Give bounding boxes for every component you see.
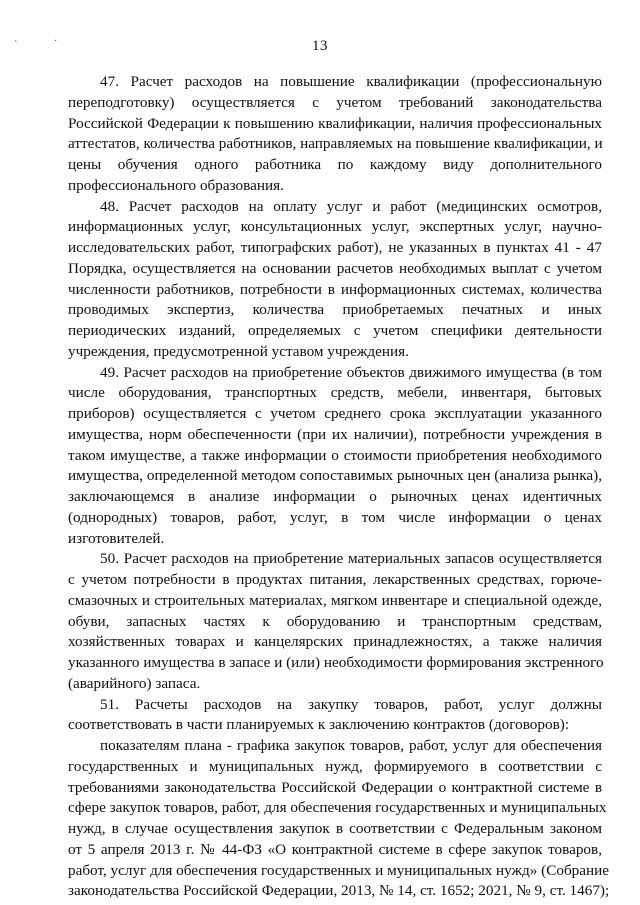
scan-speck: ˋ: [14, 40, 18, 51]
text-line: приборов) осуществляется с учетом среднего срока эксплуатации указанного: [68, 405, 602, 422]
text-line: соответствовать в части планируемых к заключению контрактов (договоров):: [68, 716, 570, 734]
text-line: заключающемся в анализе информации о рыночных ценах идентичных: [68, 488, 602, 505]
text-line: Российской Федерации к повышению квалификации, наличия профессиональных: [68, 114, 602, 132]
text-line: численности работников, потребности в информационных системах, количества: [68, 280, 602, 298]
paragraph-p51a: [68, 736, 610, 902]
text-line: учреждения, предусмотренной уставом учреждения.: [68, 342, 409, 360]
text-line: аттестатов, количества работников, направляемых на повышение квалификации, и: [68, 135, 603, 153]
scan-speck: ·: [54, 36, 58, 47]
text-line: государственных и муниципальных нужд, формируемого в соответствии с: [68, 757, 602, 775]
text-line: нужд, в случае осуществления закупок в соответствии с Федеральным законом: [68, 820, 602, 837]
text-line: таком имуществе, а также информации о стоимости приобретения необходимого: [68, 446, 602, 464]
text-line: показателям плана - графика закупок товаров, работ, услуг для обеспечения: [100, 737, 602, 754]
text-line: информационных услуг, консультационных услуг, экспертных услуг, научно-: [68, 218, 602, 236]
document-body: [68, 72, 610, 902]
text-line: указанного имущества в запасе и (или) необходимости формирования экстренного: [68, 654, 604, 671]
paragraph-p48: [68, 197, 602, 363]
text-line: 47. Расчет расходов на повышение квалификации (профессиональную: [100, 73, 602, 90]
text-line: с учетом потребности в продуктах питания, лекарственных средствах, горюче-: [68, 571, 602, 588]
page-number: 13: [312, 38, 328, 54]
text-line: Порядка, осуществляется на основании расчетов необходимых выплат с учетом: [68, 259, 602, 277]
text-line: (аварийного) запаса.: [68, 674, 201, 692]
text-line: от 5 апреля 2013 г. № 44-ФЗ «О контрактной системе в сфере закупок товаров,: [68, 840, 602, 858]
text-line: (однородных) товаров, работ, услуг, в том числе информации о ценах: [68, 508, 602, 526]
paragraph-p51: [68, 695, 602, 737]
text-line: 48. Расчет расходов на оплату услуг и работ (медицинских осмотров,: [100, 197, 602, 215]
text-line: переподготовку) осуществляется с учетом требований законодательства: [68, 93, 602, 111]
text-line: обуви, запасных частях к оборудованию и транспортным средствам,: [68, 612, 602, 630]
paragraph-p49: [68, 363, 602, 550]
paragraph-p50: [68, 549, 602, 694]
text-line: изготовителей.: [68, 529, 165, 547]
text-line: работ, услуг для обеспечения государственных и муниципальных нужд» (Собрание: [68, 861, 610, 879]
text-line: числе оборудования, транспортных средств, мебели, инвентаря, бытовых: [68, 384, 602, 402]
text-line: требованиями законодательства Российской Федерации о контрактной системе в: [68, 778, 602, 796]
text-line: сфере закупок товаров, работ, для обеспечения государственных и муниципальных: [68, 799, 607, 817]
text-line: хозяйственных товарах и канцелярских принадлежностях, а также наличия: [68, 633, 602, 651]
text-line: исследовательских работ, типографских работ), не указанных в пунктах 41 - 47: [68, 239, 602, 256]
text-line: цены обучения одного работника по каждому виду дополнительного: [68, 156, 602, 173]
text-line: 49. Расчет расходов на приобретение объектов движимого имущества (в том: [100, 363, 602, 381]
text-line: проводимых экспертиз, количества приобретаемых печатных и иных: [68, 301, 602, 319]
text-line: периодических изданий, определяемых с учетом специфики деятельности: [68, 322, 602, 339]
text-line: 50. Расчет расходов на приобретение материальных запасов осуществляется: [100, 550, 602, 568]
text-line: 51. Расчеты расходов на закупку товаров, работ, услуг должны: [100, 695, 602, 713]
text-line: законодательства Российской Федерации, 2013, № 14, ст. 1652; 2021, № 9, ст. 1467);: [68, 882, 610, 900]
text-line: профессионального образования.: [68, 176, 284, 194]
text-line: имущества, норм обеспеченности (при их наличии), потребности учреждения в: [68, 425, 602, 443]
text-line: имущества, определенной методом сопоставимых рыночных цен (анализа рынка),: [68, 467, 602, 485]
text-line: смазочных и строительных материалах, мягком инвентаре и специальной одежде,: [68, 591, 602, 609]
paragraph-p47: [68, 72, 602, 197]
